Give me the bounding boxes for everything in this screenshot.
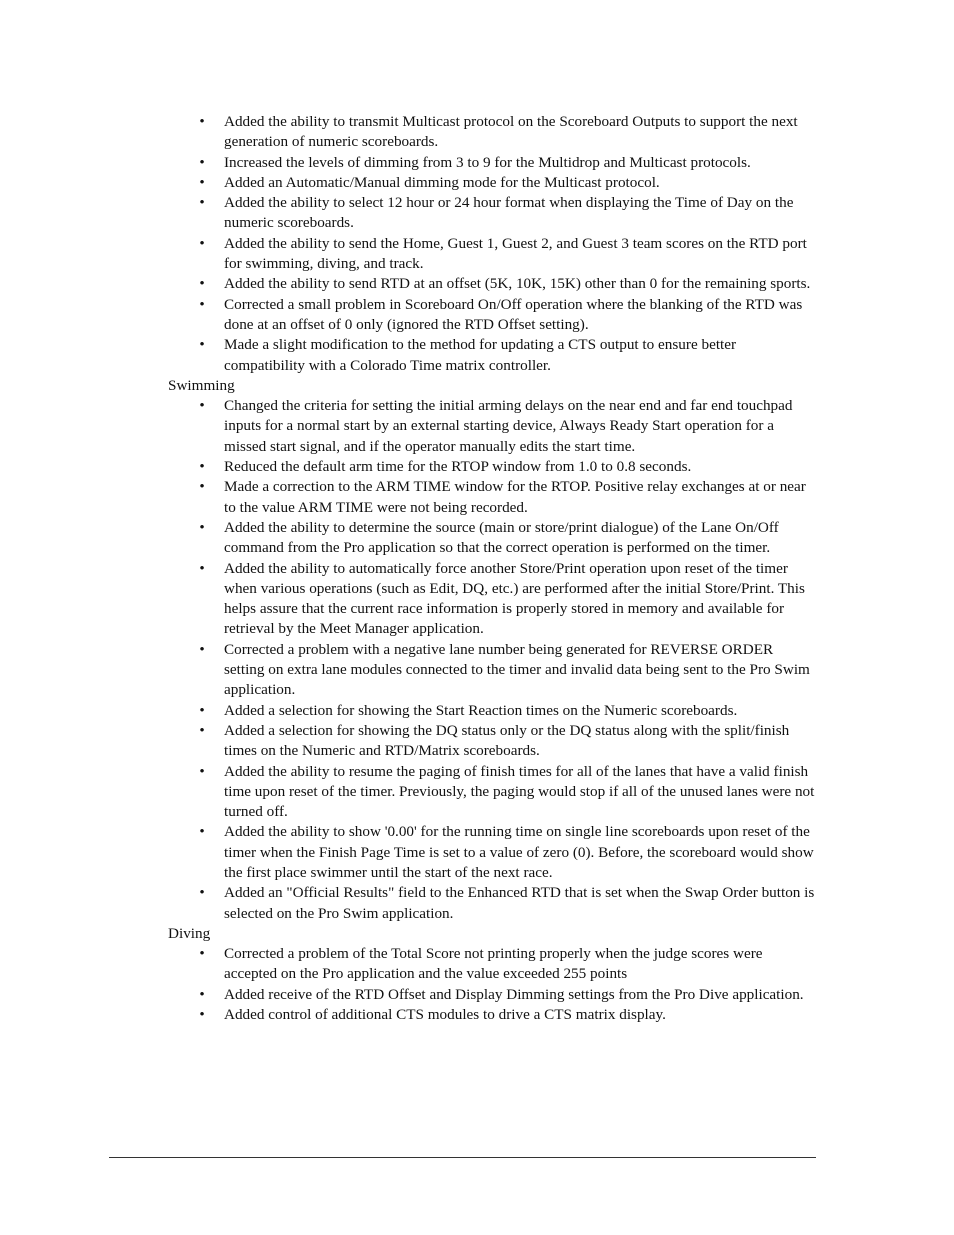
bullet-icon: • (199, 559, 205, 577)
list-item (168, 822, 816, 883)
bullet-icon: • (199, 295, 205, 313)
list-item-text: Added control of additional CTS modules to drive a CTS matrix display. (224, 1006, 666, 1024)
list-item-text: Added the ability to transmit Multicast protocol on the Scoreboard Outputs to support the next generation of numeric scoreboards. (224, 113, 798, 151)
list-item-text: Added an Automatic/Manual dimming mode for the Multicast protocol. (224, 173, 660, 191)
diving-items-list (168, 944, 816, 1025)
list-item (168, 234, 816, 275)
bullet-icon: • (199, 640, 205, 658)
list-item-text: Made a correction to the ARM TIME window for the RTOP. Positive relay exchanges at or near to the value ARM TIME were not being recorded. (224, 478, 806, 516)
list-item (168, 153, 816, 173)
bullet-icon: • (199, 336, 205, 354)
bullet-icon: • (199, 153, 205, 171)
list-item-text: Added the ability to select 12 hour or 24 hour format when displaying the Time of Day on the numeric scoreboards. (224, 194, 794, 232)
list-item (168, 335, 816, 376)
bullet-icon: • (199, 518, 205, 536)
bullet-icon: • (199, 985, 205, 1003)
bullet-icon: • (199, 194, 205, 212)
list-item (168, 1005, 816, 1025)
bullet-icon: • (199, 113, 205, 130)
list-item (168, 985, 816, 1005)
list-item-text: Corrected a problem of the Total Score not printing properly when the judge scores were accepted on the Pro application and the value exceeded 255 points (224, 945, 763, 983)
bullet-icon: • (199, 173, 205, 191)
list-item-text: Corrected a problem with a negative lane number being generated for REVERSE ORDER setting on extra lane modules connected to the timer and invalid data being sent to the Pro Swim application. (224, 640, 810, 699)
list-item (168, 640, 816, 701)
section-heading-swimming: Swimming (168, 376, 235, 394)
bullet-icon: • (199, 721, 205, 739)
list-item-text: Added the ability to resume the paging of finish times for all of the lanes that have a valid finish time upon reset of the timer. Previously, the paging would stop if all of the unused lanes were not turned off. (224, 762, 815, 821)
list-item-text: Added the ability to determine the source (main or store/print dialogue) of the Lane On/Off command from the Pro application so that the correct operation is performed on the timer. (224, 518, 779, 557)
footer-divider (109, 1157, 816, 1158)
bullet-icon: • (199, 701, 205, 719)
list-item-text: Added the ability to show '0.00' for the running time on single line scoreboards upon reset of the timer when the Finish Page Time is set to a value of zero (0). Before, the scoreboard would show the first place swimmer until the start of the next race. (224, 823, 814, 881)
list-item-text: Reduced the default arm time for the RTOP window from 1.0 to 0.8 seconds. (224, 458, 692, 476)
bullet-icon: • (199, 458, 205, 476)
general-items-list (168, 112, 816, 376)
list-item-text: Increased the levels of dimming from 3 to 9 for the Multidrop and Multicast protocols. (224, 153, 751, 171)
release-notes-body (168, 112, 816, 1025)
section-heading-diving: Diving (168, 924, 211, 942)
list-item (168, 173, 816, 193)
bullet-icon: • (199, 234, 205, 252)
list-item (168, 944, 816, 985)
list-item (168, 762, 816, 823)
list-item (168, 701, 816, 721)
list-item (168, 477, 816, 518)
list-item (168, 721, 816, 762)
list-item (168, 193, 816, 234)
list-item-text: Added a selection for showing the DQ status only or the DQ status along with the split/finish times on the Numeric and RTD/Matrix scoreboards. (224, 721, 790, 760)
list-item (168, 396, 816, 457)
list-item (168, 295, 816, 336)
bullet-icon: • (199, 1006, 205, 1024)
bullet-icon: • (199, 884, 205, 902)
bullet-icon: • (199, 762, 205, 780)
bullet-icon: • (199, 823, 205, 841)
list-item (168, 883, 816, 924)
list-item-text: Added a selection for showing the Start Reaction times on the Numeric scoreboards. (224, 701, 738, 719)
list-item (168, 518, 816, 559)
list-item-text: Made a slight modification to the method for updating a CTS output to ensure better compatibility with a Colorado Time matrix controller. (224, 336, 737, 374)
list-item (168, 457, 816, 477)
list-item-text: Added an "Official Results" field to the Enhanced RTD that is set when the Swap Order button is selected on the Pro Swim application. (224, 884, 815, 922)
list-item-text: Added the ability to send RTD at an offset (5K, 10K, 15K) other than 0 for the remaining sports. (224, 275, 811, 293)
bullet-icon: • (199, 945, 205, 963)
bullet-icon: • (199, 397, 205, 415)
list-item (168, 559, 816, 640)
list-item (168, 112, 816, 153)
bullet-icon: • (199, 275, 205, 293)
list-item-text: Added the ability to send the Home, Guest 1, Guest 2, and Guest 3 team scores on the RTD port for swimming, diving, and track. (224, 234, 807, 273)
list-item-text: Corrected a small problem in Scoreboard On/Off operation where the blanking of the RTD was done at an offset of 0 only (ignored the RTD Offset setting). (224, 295, 803, 333)
list-item-text: Added receive of the RTD Offset and Display Dimming settings from the Pro Dive application. (224, 985, 804, 1003)
list-item (168, 274, 816, 294)
list-item-text: Added the ability to automatically force another Store/Print operation upon reset of the timer when various operations (such as Edit, DQ, etc.) are performed after the initial Store/Print. This helps assure that the current race information is properly stored in memory and available for retrieval by the Meet Manager application. (224, 559, 805, 638)
bullet-icon: • (199, 478, 205, 496)
list-item-text: Changed the criteria for setting the initial arming delays on the near end and far end touchpad inputs for a normal start by an external starting device, Always Ready Start operation for a missed start signal, and if the operator manually edits the start time. (224, 397, 793, 455)
swimming-items-list (168, 396, 816, 924)
